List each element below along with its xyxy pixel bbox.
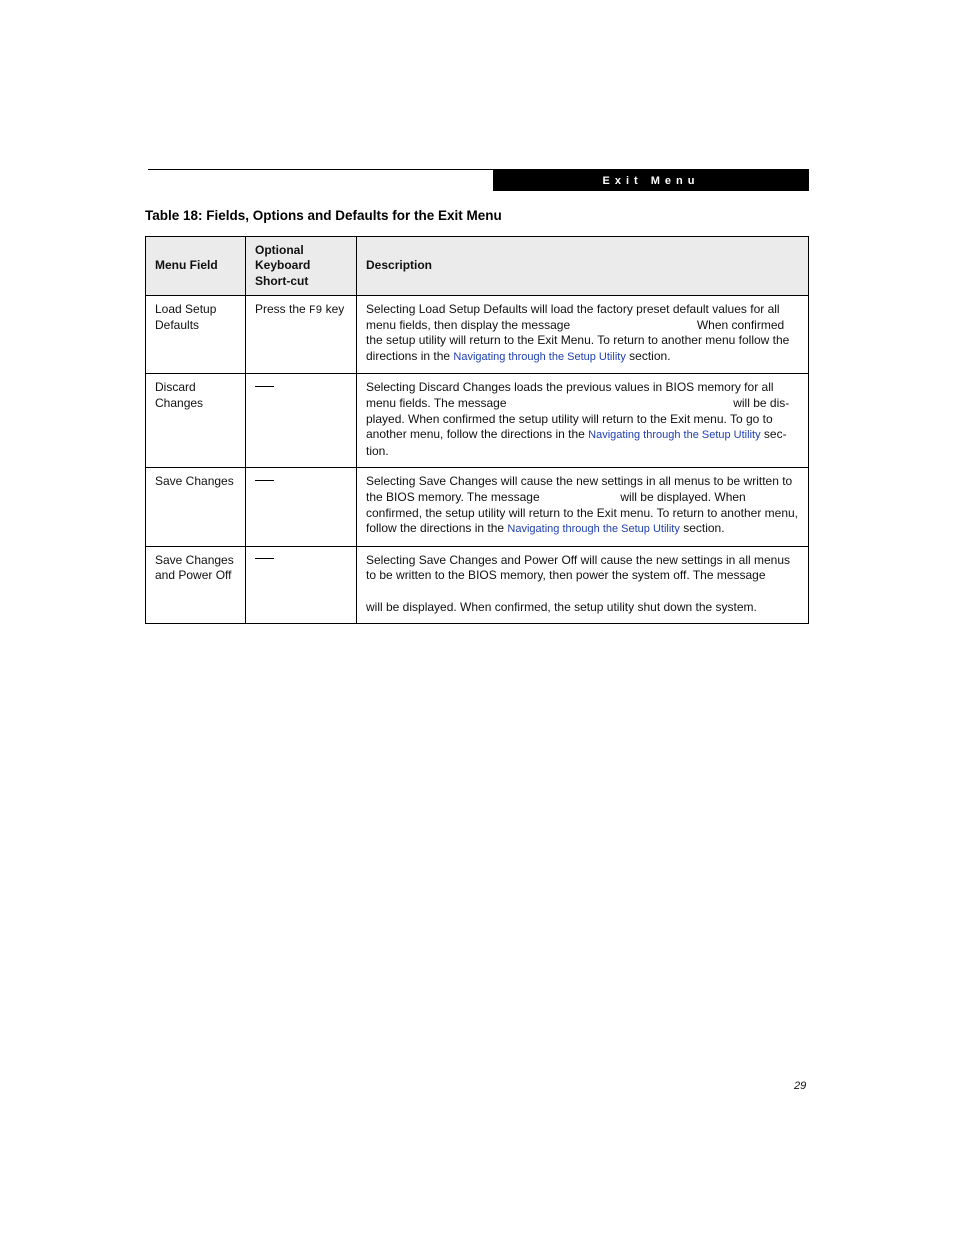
shortcut-cell [246,546,357,623]
shortcut-cell [246,468,357,546]
navigating-link[interactable]: Navigating through the Setup Utility [588,429,761,442]
exit-menu-table [145,236,809,624]
menu-field-cell: Load Setup Defaults [146,296,246,374]
navigating-link[interactable]: Navigating through the Setup Utility [507,523,680,536]
description-text: sec-tion. [366,427,787,458]
table-row [146,468,809,546]
table-row [146,374,809,468]
section-header-bar [493,170,809,191]
table-header-row [146,237,809,296]
shortcut-key: F9 [309,305,323,317]
column-header-description: Description [357,237,809,296]
description-text: section. [629,348,671,363]
page-number: 29 [794,1080,807,1092]
column-header-shortcut: Optional Keyboard Short-cut [246,237,357,296]
shortcut-cell [246,374,357,468]
section-title: Exit Menu [602,174,700,187]
description-text: Selecting Save Changes will cause the new settings in all menus to be written to the BIOS memory. The message [366,474,793,504]
dash-none [255,558,274,559]
shortcut-suffix: key [325,302,345,316]
shortcut-prefix: Press the [255,302,306,316]
description-text: will be displayed. When confirmed, the setup utility will return to the Exit menu. To return to another menu, follow the directions in the [366,489,798,536]
dash-none [255,386,274,387]
menu-field-cell: Discard Changes [146,374,246,468]
navigating-link[interactable]: Navigating through the Setup Utility [453,350,626,363]
description-text: will be displayed. When confirmed, the setup utility shut down the system. [366,599,757,614]
table-row [146,546,809,623]
description-text: When confirmed the setup utility will return to the Exit Menu. To return to another menu follow the directions in the [366,317,790,363]
description-cell [357,374,809,468]
menu-field-cell: Save Changes and Power Off [146,546,246,623]
table-title: Table 18: Fields, Options and Defaults for the Exit Menu [145,208,502,223]
column-header-menu-field: Menu Field [146,237,246,296]
description-text: section. [683,521,725,536]
description-text: Selecting Discard Changes loads the previous values in BIOS memory for all menu fields. The message [366,380,774,410]
menu-field-cell: Save Changes [146,468,246,546]
description-cell [357,468,809,546]
dash-none [255,480,274,481]
description-cell [357,546,809,623]
description-text: Selecting Load Setup Defaults will load the factory preset default values for all menu fields, then display the message [366,302,780,332]
table-row [146,296,809,374]
description-text: Selecting Save Changes and Power Off will cause the new settings in all menus to be written to the BIOS memory, then power the system off. The message [366,552,791,583]
description-cell [357,296,809,374]
description-text: will be dis-played. When confirmed the setup utility will return to the Exit menu. To go to another menu, follow the directions in the [366,395,790,442]
shortcut-cell [246,296,357,374]
